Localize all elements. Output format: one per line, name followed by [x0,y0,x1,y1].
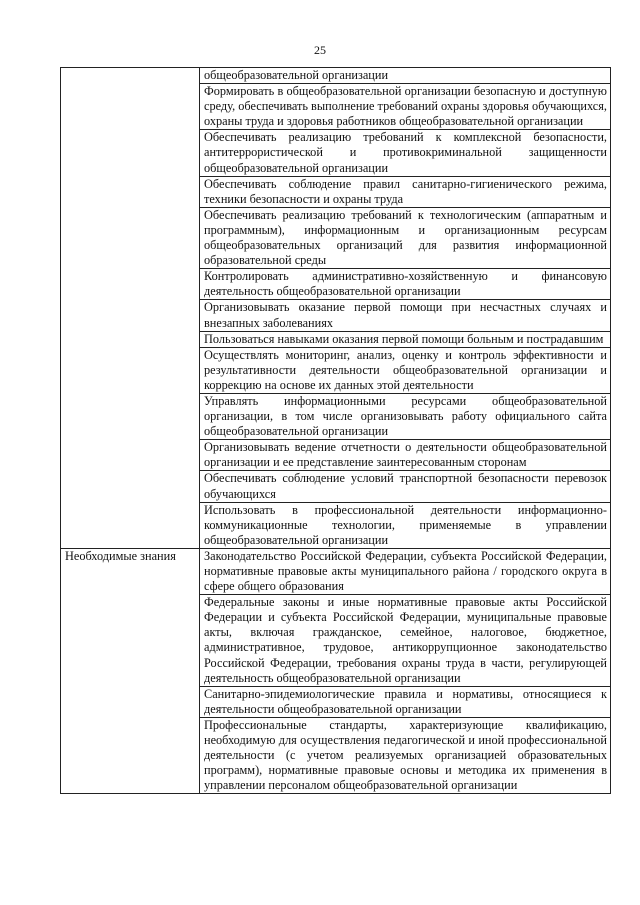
table-cell: Федеральные законы и иные нормативные правовые акты Российской Федерации и субъекта Российской Федерации, муниципальные правовые акты, включая гражданское, семейное, налоговое, бюджетное, административное, трудовое, антикоррупционное законодательство Российской Федерации, требования охраны труда в части, регулирующей деятельность общеобразовательной организации [200,595,611,687]
table-cell: Профессиональные стандарты, характеризующие квалификацию, необходимую для осуществления педагогической и иной профессиональной деятельности (с учетом реализуемых организацией образовательных программ), нормативные правовые основы и методика их применения в управлении персоналом общеобразовательной организации [200,717,611,793]
table-cell: Организовывать оказание первой помощи при несчастных случаях и внезапных заболеваниях [200,300,611,331]
table-cell: общеобразовательной организации [200,68,611,84]
table-cell: Осуществлять мониторинг, анализ, оценку и контроль эффективности и результативности деятельности общеобразовательной организации и коррекцию на основе их данных этой деятельности [200,347,611,393]
table-cell: Обеспечивать соблюдение правил санитарно-гигиенического режима, техники безопасности и охраны труда [200,176,611,207]
table-cell: Использовать в профессиональной деятельности информационно-коммуникационные технологии, применяемые в управлении общеобразовательной организации [200,502,611,548]
table-cell: Обеспечивать реализацию требований к технологическим (аппаратным и программным), информационным и организационным ресурсам общеобразовательных организаций для развития информационной образовательной среды [200,207,611,268]
page-number: 25 [314,43,326,57]
table-row [61,548,611,594]
section-label-knowledge: Необходимые знания [61,548,200,794]
table-cell: Санитарно-эпидемиологические правила и нормативы, относящиеся к деятельности общеобразовательной организации [200,686,611,717]
table-cell: Пользоваться навыками оказания первой помощи больным и пострадавшим [200,331,611,347]
table-row [61,68,611,84]
table-cell: Обеспечивать реализацию требований к комплексной безопасности, антитеррористической и противокриминальной защищенности общеобразовательной организации [200,130,611,176]
table-cell: Организовывать ведение отчетности о деятельности общеобразовательной организации и ее представление заинтересованным сторонам [200,440,611,471]
table-cell: Законодательство Российской Федерации, субъекта Российской Федерации, нормативные правовые акты муниципального района / городского округа в сфере общего образования [200,548,611,594]
table-cell: Формировать в общеобразовательной организации безопасную и доступную среду, обеспечивать выполнение требований охраны здоровья обучающихся, охраны труда и здоровья работников общеобразовательной организации [200,84,611,130]
skills-label-cell [61,68,200,549]
table-cell: Обеспечивать соблюдение условий транспортной безопасности перевозок обучающихся [200,471,611,502]
table-cell: Управлять информационными ресурсами общеобразовательной организации, в том числе организовывать работу официального сайта общеобразовательной организации [200,393,611,439]
competency-table [60,67,611,794]
table-cell: Контролировать административно-хозяйственную и финансовую деятельность общеобразовательной организации [200,269,611,300]
